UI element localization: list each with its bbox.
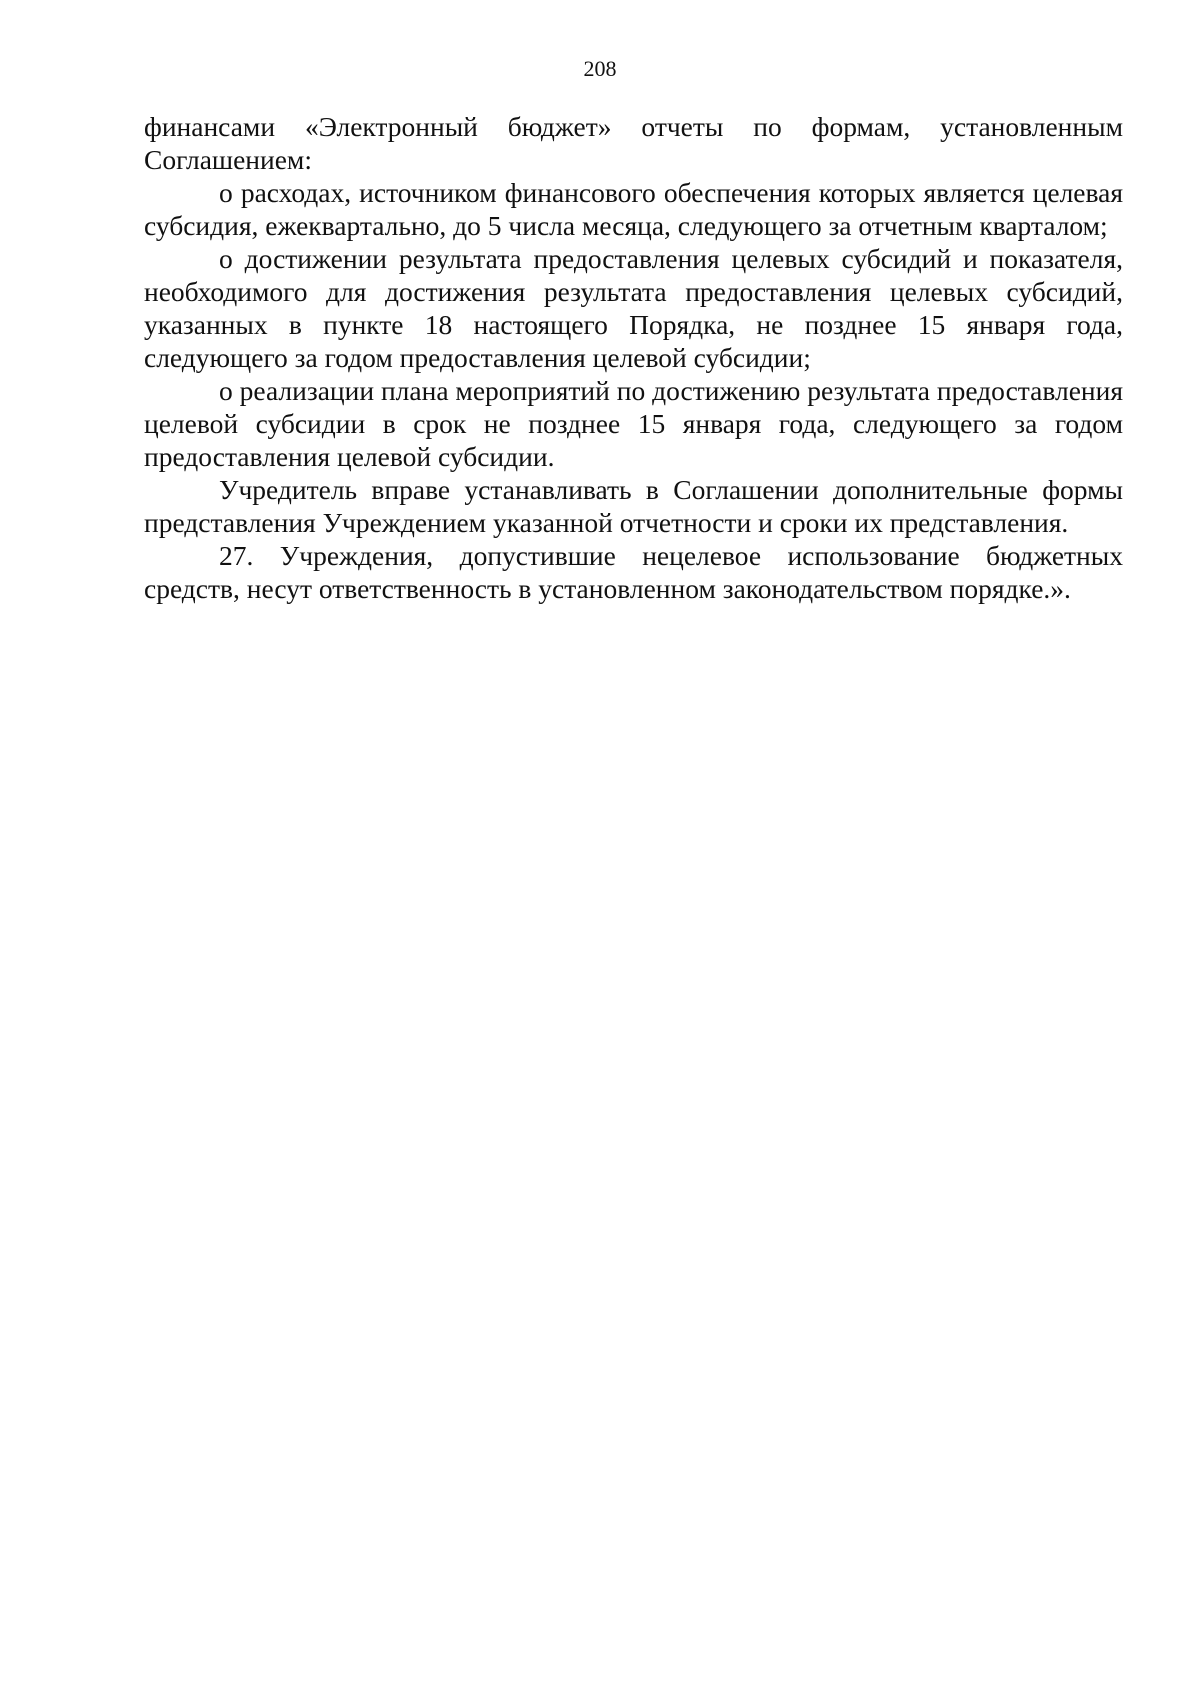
paragraph-item-27: 27. Учреждения, допустившие нецелевое использование бюджетных средств, несут ответственность в установленном законодательством порядке.». [144,540,1123,604]
page-number: 208 [583,56,617,81]
paragraph-results-report: о достижении результата предоставления целевых субсидий и показателя, необходимого для достижения результата предоставления целевых субсидий, указанных в пункте 18 настоящего Порядка, не позднее 15 января года, следующего за годом предоставления целевой субсидии; [144,243,1123,373]
paragraph-expenses-report: о расходах, источником финансового обеспечения которых является целевая субсидия, ежеквартально, до 5 числа месяца, следующего за отчетным кварталом; [144,177,1123,241]
document-body [144,110,1123,605]
paragraph-continuation: финансами «Электронный бюджет» отчеты по формам, установленным Соглашением: [144,111,1123,175]
paragraph-action-plan-report: о реализации плана мероприятий по достижению результата предоставления целевой субсидии в срок не позднее 15 января года, следующего за годом предоставления целевой субсидии. [144,375,1123,472]
paragraph-additional-forms: Учредитель вправе устанавливать в Соглашении дополнительные формы представления Учреждением указанной отчетности и сроки их представления. [144,474,1123,538]
